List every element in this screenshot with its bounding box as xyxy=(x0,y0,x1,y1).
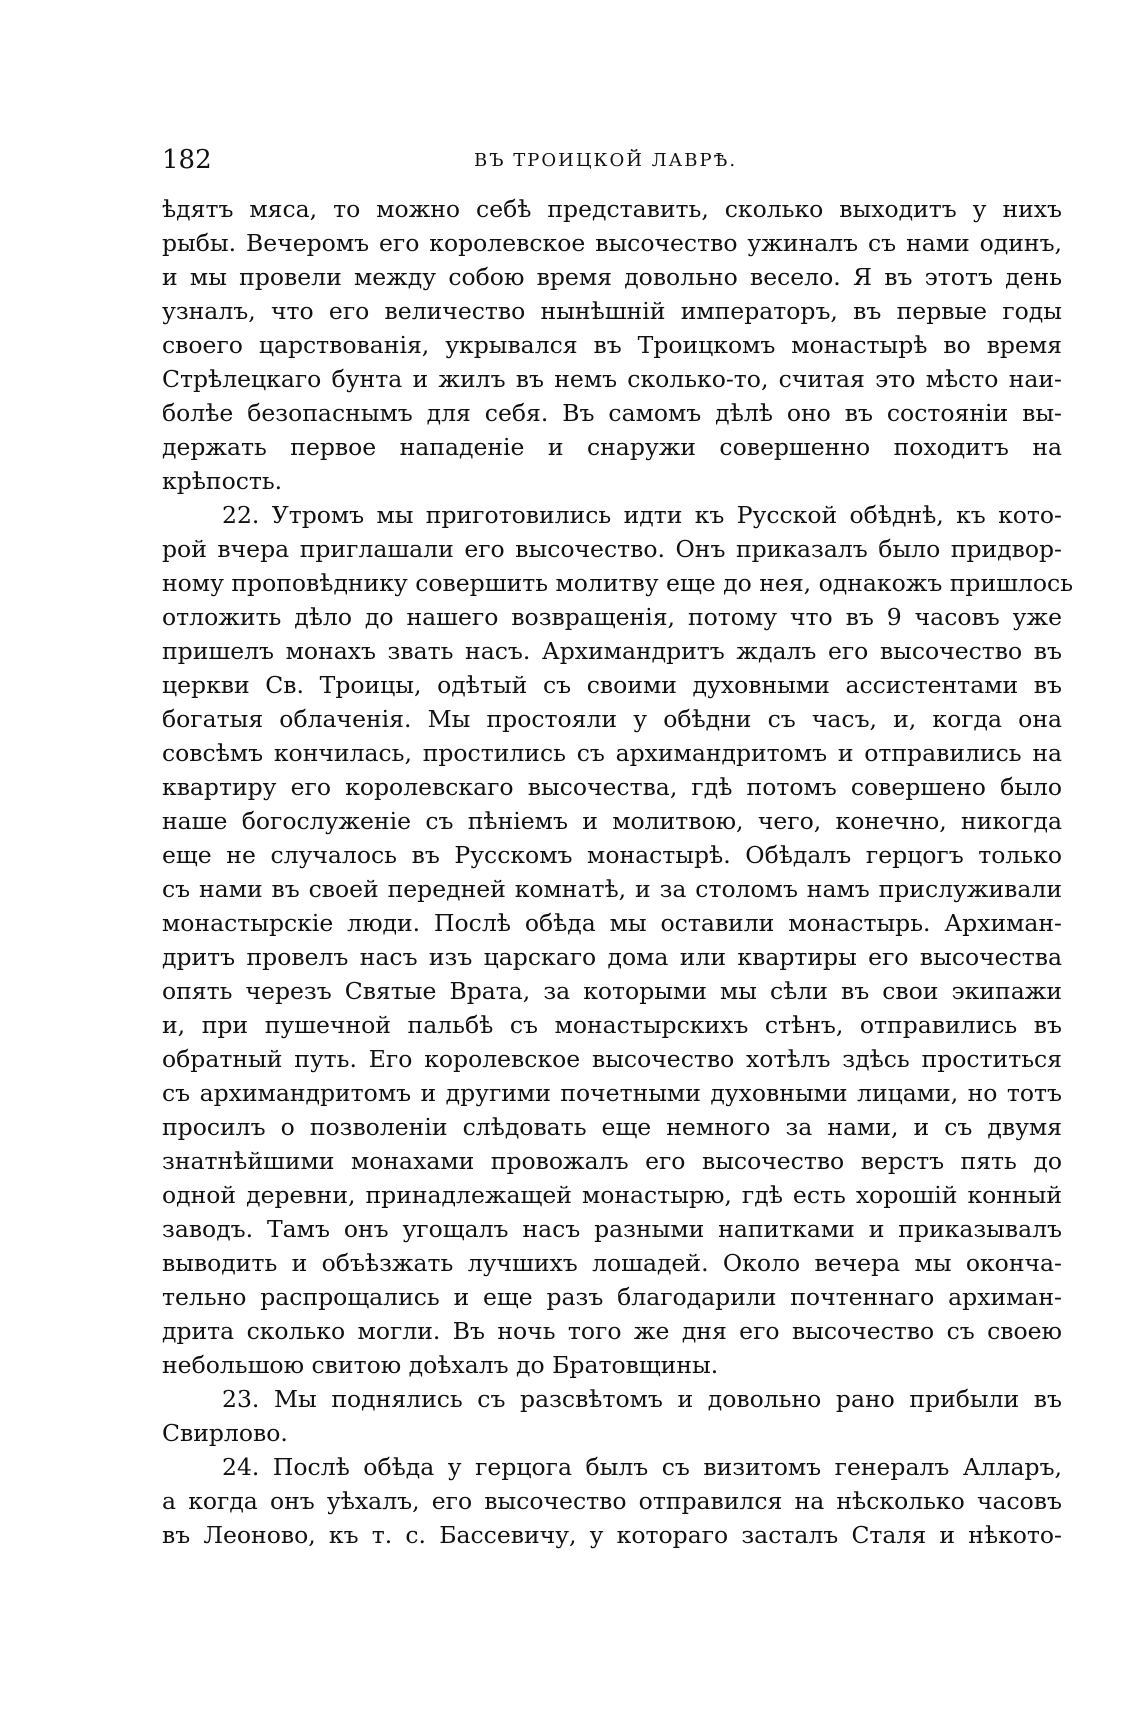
body-text xyxy=(162,192,1074,1552)
text-line: и, при пушечной пальбѣ съ монастырскихъ стѣнъ, отправились въ xyxy=(162,1011,1062,1039)
text-line: просилъ о позволеніи слѣдовать еще немного за нами, и съ двумя xyxy=(162,1113,1062,1141)
paragraph-1 xyxy=(162,192,1062,498)
text-line: опять черезъ Святые Врата, за которыми мы сѣли въ свои экипажи xyxy=(162,977,1062,1005)
text-line: квартиру его королевскаго высочества, гдѣ потомъ совершено было xyxy=(162,773,1062,801)
page-header xyxy=(162,142,1062,178)
text-line: обратный путь. Его королевское высочество хотѣлъ здѣсь проститься xyxy=(162,1045,1062,1073)
paragraph-23 xyxy=(162,1382,1062,1450)
text-line: ному проповѣднику совершить молитву еще до нея, однакожъ пришлось xyxy=(162,569,1074,597)
text-line: узналъ, что его величество нынѣшній императоръ, въ первые годы xyxy=(162,297,1062,325)
text-line: а когда онъ уѣхалъ, его высочество отправился на нѣсколько часовъ xyxy=(162,1487,1062,1515)
text-line: и мы провели между собою время довольно весело. Я въ этотъ день xyxy=(162,263,1062,291)
text-line: рой вчера приглашали его высочество. Онъ приказалъ было придвор- xyxy=(162,535,1062,563)
text-line: своего царствованія, укрывался въ Троицкомъ монастырѣ во время xyxy=(162,331,1062,359)
text-line: съ нами въ своей передней комнатѣ, и за столомъ намъ прислуживали xyxy=(162,875,1062,903)
paragraph-24 xyxy=(162,1450,1062,1552)
text-line: заводъ. Тамъ онъ угощалъ насъ разными напитками и приказывалъ xyxy=(162,1215,1062,1243)
text-line: наше богослуженіе съ пѣніемъ и молитвою, чего, конечно, никогда xyxy=(162,807,1062,835)
text-line: богатыя облаченія. Мы простояли у обѣдни съ часъ, и, когда она xyxy=(162,705,1062,733)
text-line: знатнѣйшими монахами провожалъ его высочество верстъ пять до xyxy=(162,1147,1062,1175)
text-line: дрита сколько могли. Въ ночь того же дня его высочество съ своею xyxy=(162,1317,1062,1345)
text-line: монастырскіе люди. Послѣ обѣда мы оставили монастырь. Архиман- xyxy=(162,909,1062,937)
text-line: совсѣмъ кончилась, простились съ архимандритомъ и отправились на xyxy=(162,739,1062,767)
text-line: 23. Мы поднялись съ разсвѣтомъ и довольно рано прибыли въ xyxy=(222,1385,1062,1413)
text-line: Свирлово. xyxy=(162,1419,288,1447)
text-line: тельно распрощались и еще разъ благодарили почтеннаго архиман- xyxy=(162,1283,1062,1311)
text-line: болѣе безопаснымъ для себя. Въ самомъ дѣлѣ оно въ состояніи вы- xyxy=(162,399,1062,427)
text-line: отложить дѣло до нашего возвращенія, потому что въ 9 часовъ уже xyxy=(162,603,1062,631)
page-number: 182 xyxy=(162,145,212,175)
paragraph-22 xyxy=(162,498,1074,1382)
text-line: Стрѣлецкаго бунта и жилъ въ немъ сколько-то, считая это мѣсто наи- xyxy=(162,365,1062,393)
text-line: выводить и объѣзжать лучшихъ лошадей. Около вечера мы оконча- xyxy=(162,1249,1062,1277)
text-line: одной деревни, принадлежащей монастырю, гдѣ есть хорошій конный xyxy=(162,1181,1062,1209)
text-line: 22. Утромъ мы приготовились идти къ Русской обѣднѣ, къ кото- xyxy=(222,501,1062,529)
text-line: дритъ провелъ насъ изъ царскаго дома или квартиры его высочества xyxy=(162,943,1062,971)
text-line: еще не случалось въ Русскомъ монастырѣ. Обѣдалъ герцогъ только xyxy=(162,841,1062,869)
text-line: 24. Послѣ обѣда у герцога былъ съ визитомъ генералъ Алларъ, xyxy=(222,1453,1062,1481)
running-head: ВЪ ТРОИЦКОЙ ЛАВРѢ. xyxy=(474,150,738,171)
text-line: держать первое нападеніе и снаружи совершенно походитъ на xyxy=(162,433,1062,461)
text-line: ѣдятъ мяса, то можно себѣ представить, сколько выходитъ у нихъ xyxy=(162,195,1062,223)
text-line: пришелъ монахъ звать насъ. Архимандритъ ждалъ его высочество въ xyxy=(162,637,1062,665)
text-line: небольшою свитою доѣхалъ до Братовщины. xyxy=(162,1351,719,1379)
text-line: въ Леоново, къ т. с. Бассевичу, у котораго засталъ Сталя и нѣкото- xyxy=(162,1521,1062,1549)
text-line: церкви Св. Троицы, одѣтый съ своими духовными ассистентами въ xyxy=(162,671,1062,699)
text-line: рыбы. Вечеромъ его королевское высочество ужиналъ съ нами одинъ, xyxy=(162,229,1062,257)
text-line: съ архимандритомъ и другими почетными духовными лицами, но тотъ xyxy=(162,1079,1062,1107)
text-line: крѣпость. xyxy=(162,467,283,495)
